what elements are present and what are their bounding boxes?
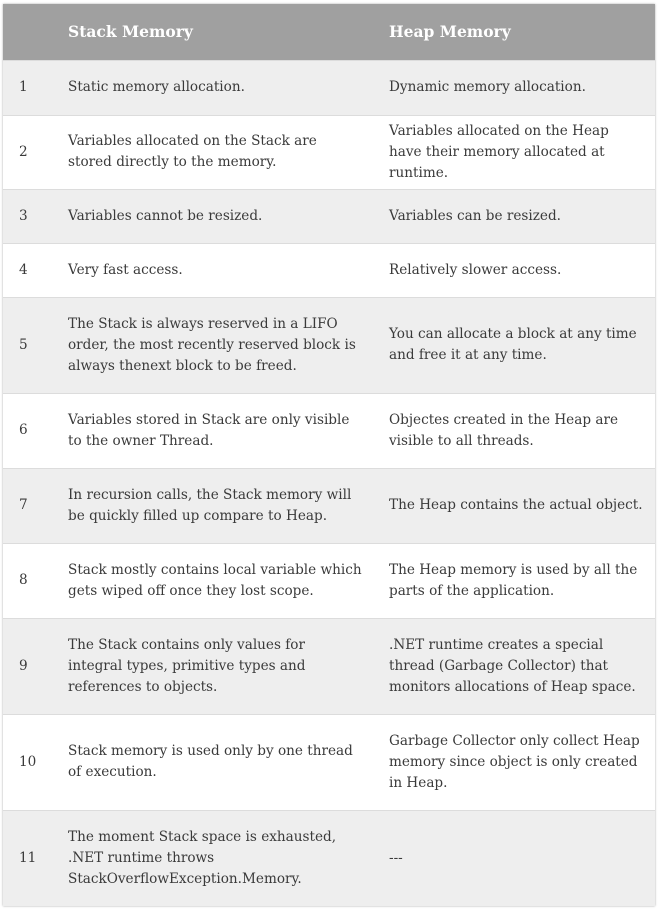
row-number: 4 xyxy=(3,243,53,297)
row-number: 5 xyxy=(3,297,53,393)
table-body xyxy=(3,60,655,906)
header-stack-memory: Stack Memory xyxy=(68,22,193,42)
stack-cell: Very fast access. xyxy=(53,243,374,297)
table-row xyxy=(3,189,655,243)
header-row xyxy=(3,4,655,60)
row-number: 6 xyxy=(3,393,53,468)
row-number: 1 xyxy=(3,60,53,115)
heap-cell: --- xyxy=(374,810,655,906)
header-number-cell xyxy=(3,4,53,60)
stack-cell: The moment Stack space is exhausted, .NET runtime throws StackOverflowException.Memory. xyxy=(53,810,374,906)
stack-cell: Stack mostly contains local variable which gets wiped off once they lost scope. xyxy=(53,543,374,618)
heap-cell: .NET runtime creates a special thread (Garbage Collector) that monitors allocations of Heap space. xyxy=(374,618,655,714)
row-number: 7 xyxy=(3,468,53,543)
heap-cell: Dynamic memory allocation. xyxy=(374,60,655,115)
row-number: 3 xyxy=(3,189,53,243)
table-row xyxy=(3,468,655,543)
stack-cell: The Stack is always reserved in a LIFO order, the most recently reserved block is always thenext block to be freed. xyxy=(53,297,374,393)
table-row xyxy=(3,393,655,468)
heap-cell: The Heap memory is used by all the parts of the application. xyxy=(374,543,655,618)
row-number: 10 xyxy=(3,714,53,810)
table-row xyxy=(3,243,655,297)
comparison-table-container xyxy=(3,4,655,906)
heap-cell: Variables can be resized. xyxy=(374,189,655,243)
table-header xyxy=(3,4,655,60)
table-row xyxy=(3,115,655,189)
stack-cell: Variables stored in Stack are only visible to the owner Thread. xyxy=(53,393,374,468)
row-number: 11 xyxy=(3,810,53,906)
stack-cell: Stack memory is used only by one thread of execution. xyxy=(53,714,374,810)
table-row xyxy=(3,618,655,714)
stack-cell: In recursion calls, the Stack memory will be quickly filled up compare to Heap. xyxy=(53,468,374,543)
heap-cell: Garbage Collector only collect Heap memory since object is only created in Heap. xyxy=(374,714,655,810)
table-row xyxy=(3,297,655,393)
table-row xyxy=(3,60,655,115)
header-heap-memory: Heap Memory xyxy=(389,22,511,42)
table-row xyxy=(3,810,655,906)
row-number: 9 xyxy=(3,618,53,714)
row-number: 8 xyxy=(3,543,53,618)
stack-cell: Static memory allocation. xyxy=(53,60,374,115)
table-row xyxy=(3,714,655,810)
heap-cell: Relatively slower access. xyxy=(374,243,655,297)
table-row xyxy=(3,543,655,618)
stack-cell: Variables cannot be resized. xyxy=(53,189,374,243)
heap-cell: Variables allocated on the Heap have their memory allocated at runtime. xyxy=(374,115,655,189)
heap-cell: You can allocate a block at any time and free it at any time. xyxy=(374,297,655,393)
row-number: 2 xyxy=(3,115,53,189)
heap-cell: The Heap contains the actual object. xyxy=(374,468,655,543)
stack-vs-heap-table xyxy=(3,4,655,906)
stack-cell: The Stack contains only values for integral types, primitive types and references to objects. xyxy=(53,618,374,714)
stack-cell: Variables allocated on the Stack are stored directly to the memory. xyxy=(53,115,374,189)
heap-cell: Objectes created in the Heap are visible to all threads. xyxy=(374,393,655,468)
